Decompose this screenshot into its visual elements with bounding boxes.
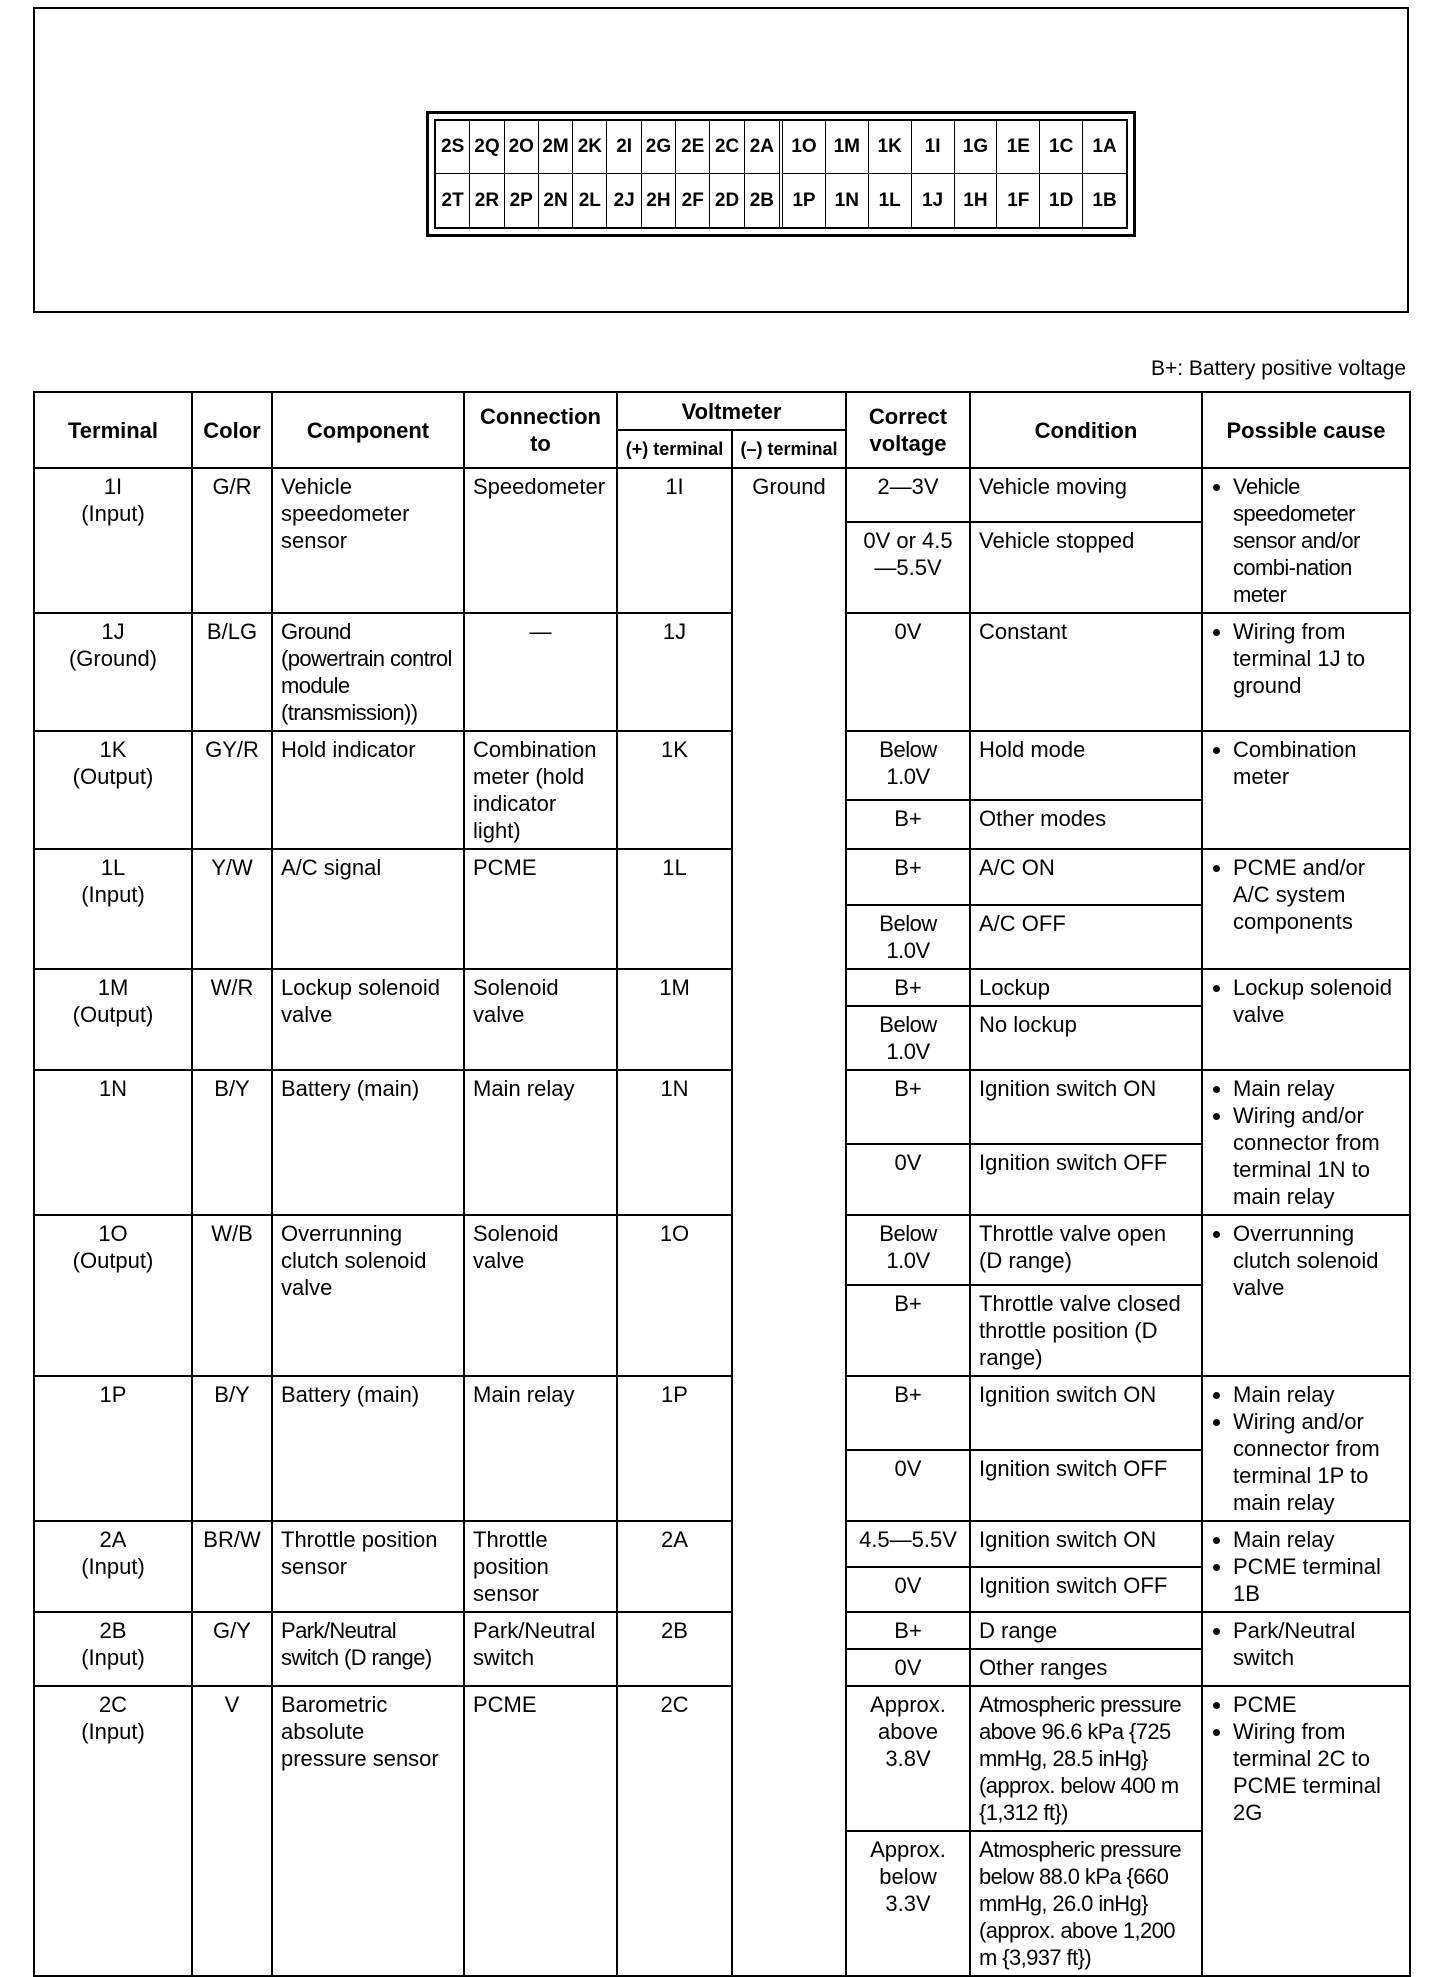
connection-to: Solenoid valve <box>464 1215 617 1376</box>
terminal-cell <box>34 1612 192 1686</box>
connector-pin-2e: 2E <box>676 121 710 174</box>
terminal-cell <box>34 1521 192 1612</box>
correct-voltage: Below 1.0V <box>846 905 970 969</box>
connector-pin-2q: 2Q <box>470 121 504 174</box>
cause-list <box>1211 736 1401 790</box>
wire-color: W/B <box>192 1215 272 1376</box>
component: Vehicle speedometer sensor <box>272 468 464 613</box>
header-condition: Condition <box>970 392 1202 468</box>
cause-list <box>1211 473 1401 608</box>
correct-voltage: 0V <box>846 1144 970 1215</box>
terminal-type: (Output) <box>72 1248 154 1273</box>
condition: Other modes <box>970 800 1202 849</box>
terminal-id: 1M <box>97 975 129 1000</box>
cause-list <box>1211 1220 1401 1301</box>
condition: Atmospheric pressure below 88.0 kPa {660 mmHg, 26.0 inHg} (approx. above 1,200 m {3,937 ft}) <box>970 1831 1202 1976</box>
table-row <box>34 849 1410 905</box>
correct-voltage: B+ <box>846 1285 970 1376</box>
table-row <box>34 1686 1410 1831</box>
cause-item: • Main relay <box>1233 1075 1401 1102</box>
plus-terminal: 1N <box>617 1070 732 1215</box>
correct-voltage: B+ <box>846 1070 970 1144</box>
terminal-type: (Output) <box>72 764 154 789</box>
component: A/C signal <box>272 849 464 969</box>
header-connection: Connection to <box>464 392 617 468</box>
condition: Lockup <box>970 969 1202 1006</box>
pcm-connector <box>426 111 1136 237</box>
connection-to: Combination meter (hold indicator light) <box>464 731 617 849</box>
table-row <box>34 1376 1410 1450</box>
connector-pin-2h: 2H <box>642 174 676 227</box>
connector-pin-2o: 2O <box>505 121 539 174</box>
connector-pin-2t: 2T <box>436 174 470 227</box>
wire-color: V <box>192 1686 272 1976</box>
wire-color: B/Y <box>192 1070 272 1215</box>
connector-pin-1g: 1G <box>955 121 998 174</box>
terminal-cell <box>34 969 192 1070</box>
connection-to: — <box>464 613 617 731</box>
condition: Other ranges <box>970 1649 1202 1686</box>
terminal-type: (Output) <box>72 1002 154 1027</box>
possible-cause <box>1202 1686 1410 1976</box>
wire-color: W/R <box>192 969 272 1070</box>
condition: Ignition switch OFF <box>970 1567 1202 1613</box>
condition: Throttle valve open (D range) <box>970 1215 1202 1285</box>
connector-pin-2a: 2A <box>745 121 779 174</box>
cause-list <box>1211 618 1401 699</box>
correct-voltage: 0V <box>846 1450 970 1521</box>
wire-color: B/Y <box>192 1376 272 1521</box>
cause-item: • Vehicle speedometer sensor and/or combi-nation meter <box>1233 473 1401 608</box>
correct-voltage: 0V or 4.5—5.5V <box>846 522 970 613</box>
condition: A/C ON <box>970 849 1202 905</box>
header-possible-cause: Possible cause <box>1202 392 1410 468</box>
connector-pin-grid <box>434 119 1128 229</box>
connector-pin-1n: 1N <box>826 174 869 227</box>
table-row <box>34 1612 1410 1649</box>
cause-item: • PCME terminal 1B <box>1233 1553 1401 1607</box>
possible-cause <box>1202 468 1410 613</box>
correct-voltage: Below 1.0V <box>846 731 970 800</box>
terminal-id: 1I <box>103 474 123 499</box>
plus-terminal: 1L <box>617 849 732 969</box>
cause-item: • PCME and/or A/C system components <box>1233 854 1401 935</box>
terminal-cell <box>34 849 192 969</box>
plus-terminal: 2B <box>617 1612 732 1686</box>
connector-pin-1e: 1E <box>997 121 1040 174</box>
condition: Ignition switch ON <box>970 1070 1202 1144</box>
condition: Vehicle stopped <box>970 522 1202 613</box>
connection-to: Solenoid valve <box>464 969 617 1070</box>
correct-voltage: 0V <box>846 613 970 731</box>
component: Barometric absolute pressure sensor <box>272 1686 464 1976</box>
connector-diagram-box <box>33 7 1409 313</box>
connection-to: Throttle position sensor <box>464 1521 617 1612</box>
terminal-type: (Input) <box>81 1645 145 1670</box>
condition: Throttle valve closed throttle position (D range) <box>970 1285 1202 1376</box>
connector-pin-2m: 2M <box>539 121 573 174</box>
terminal-voltage-table <box>33 391 1411 1977</box>
wire-color: GY/R <box>192 731 272 849</box>
connector-pin-1l: 1L <box>869 174 912 227</box>
correct-voltage: Approx. below 3.3V <box>846 1831 970 1976</box>
header-plus-terminal: (+) terminal <box>617 430 732 468</box>
condition: No lockup <box>970 1006 1202 1070</box>
cause-item: • Combination meter <box>1233 736 1401 790</box>
component: Park/Neutral switch (D range) <box>272 1612 464 1686</box>
table-row <box>34 969 1410 1006</box>
component: Throttle position sensor <box>272 1521 464 1612</box>
condition: Atmospheric pressure above 96.6 kPa {725 mmHg, 28.5 inHg} (approx. below 400 m {1,312 ft}) <box>970 1686 1202 1831</box>
condition: Ignition switch OFF <box>970 1144 1202 1215</box>
possible-cause <box>1202 1070 1410 1215</box>
connector-pin-2n: 2N <box>539 174 573 227</box>
cause-list <box>1211 1691 1401 1826</box>
connector-pin-2f: 2F <box>676 174 710 227</box>
correct-voltage: 4.5—5.5V <box>846 1521 970 1567</box>
wire-color: BR/W <box>192 1521 272 1612</box>
connector-pin-2s: 2S <box>436 121 470 174</box>
header-correct-voltage: Correct voltage <box>846 392 970 468</box>
condition: Ignition switch OFF <box>970 1450 1202 1521</box>
component: Battery (main) <box>272 1376 464 1521</box>
cause-list <box>1211 1617 1401 1671</box>
battery-voltage-note: B+: Battery positive voltage <box>1150 357 1406 380</box>
possible-cause <box>1202 1215 1410 1376</box>
connector-pin-1k: 1K <box>869 121 912 174</box>
terminal-cell <box>34 1215 192 1376</box>
cause-list <box>1211 1075 1401 1210</box>
correct-voltage: B+ <box>846 849 970 905</box>
connector-pin-1p: 1P <box>783 174 826 227</box>
condition: Hold mode <box>970 731 1202 800</box>
table-row <box>34 1070 1410 1144</box>
correct-voltage: 0V <box>846 1567 970 1613</box>
plus-terminal: 1M <box>617 969 732 1070</box>
terminal-id: 1K <box>99 737 127 762</box>
component: Overrunning clutch solenoid valve <box>272 1215 464 1376</box>
cause-list <box>1211 854 1401 935</box>
cause-item: • Main relay <box>1233 1526 1401 1553</box>
terminal-cell <box>34 731 192 849</box>
cause-item: • Wiring from terminal 2C to PCME terminal 2G <box>1233 1718 1401 1826</box>
table-row <box>34 1215 1410 1285</box>
possible-cause <box>1202 613 1410 731</box>
cause-list <box>1211 974 1401 1028</box>
wire-color: G/Y <box>192 1612 272 1686</box>
connection-to: Speedometer <box>464 468 617 613</box>
cause-list <box>1211 1381 1401 1516</box>
connector-pin-1o: 1O <box>783 121 826 174</box>
plus-terminal: 1K <box>617 731 732 849</box>
connector-pin-2p: 2P <box>505 174 539 227</box>
connector-pin-1a: 1A <box>1083 121 1126 174</box>
wire-color: G/R <box>192 468 272 613</box>
possible-cause <box>1202 849 1410 969</box>
correct-voltage: 0V <box>846 1649 970 1686</box>
component: Ground (powertrain control module (transmission)) <box>272 613 464 731</box>
correct-voltage: 2—3V <box>846 468 970 522</box>
terminal-type: (Input) <box>81 1719 145 1744</box>
header-minus-terminal: (–) terminal <box>732 430 846 468</box>
cause-item: • Main relay <box>1233 1381 1401 1408</box>
terminal-id: 1O <box>98 1221 128 1246</box>
terminal-type: (Input) <box>81 1554 145 1579</box>
terminal-id: 1J <box>101 619 125 644</box>
table-row <box>34 468 1410 522</box>
connector-pin-2j: 2J <box>607 174 641 227</box>
connector-pin-2g: 2G <box>642 121 676 174</box>
terminal-cell <box>34 613 192 731</box>
header-color: Color <box>192 392 272 468</box>
connector-pin-2l: 2L <box>573 174 607 227</box>
connector-pin-1c: 1C <box>1040 121 1083 174</box>
terminal-id: 1L <box>100 855 126 880</box>
header-terminal: Terminal <box>34 392 192 468</box>
connection-to: PCME <box>464 849 617 969</box>
plus-terminal: 1I <box>617 468 732 613</box>
cause-item: • Park/Neutral switch <box>1233 1617 1401 1671</box>
minus-terminal-ground: Ground <box>732 468 846 1976</box>
connection-to: PCME <box>464 1686 617 1976</box>
cause-list <box>1211 1526 1401 1607</box>
component: Lockup solenoid valve <box>272 969 464 1070</box>
terminal-id: 2B <box>99 1618 127 1643</box>
correct-voltage: Approx. above 3.8V <box>846 1686 970 1831</box>
terminal-cell <box>34 468 192 613</box>
cause-item: • Lockup solenoid valve <box>1233 974 1401 1028</box>
possible-cause <box>1202 969 1410 1070</box>
condition: D range <box>970 1612 1202 1649</box>
cause-item: • Wiring from terminal 1J to ground <box>1233 618 1401 699</box>
condition: Vehicle moving <box>970 468 1202 522</box>
correct-voltage: Below 1.0V <box>846 1215 970 1285</box>
connector-pin-1d: 1D <box>1040 174 1083 227</box>
terminal-id: 2A <box>99 1527 127 1552</box>
table-row <box>34 613 1410 731</box>
plus-terminal: 1J <box>617 613 732 731</box>
plus-terminal: 1P <box>617 1376 732 1521</box>
connection-to: Main relay <box>464 1070 617 1215</box>
terminal-id: 1P <box>99 1382 127 1407</box>
correct-voltage: B+ <box>846 969 970 1006</box>
terminal-type: (Ground) <box>68 646 158 671</box>
wire-color: Y/W <box>192 849 272 969</box>
terminal-id: 2C <box>98 1692 128 1717</box>
table-row <box>34 1521 1410 1567</box>
plus-terminal: 2A <box>617 1521 732 1612</box>
condition: Constant <box>970 613 1202 731</box>
component: Battery (main) <box>272 1070 464 1215</box>
connector-pin-1j: 1J <box>912 174 955 227</box>
correct-voltage: B+ <box>846 800 970 849</box>
connector-pin-1h: 1H <box>955 174 998 227</box>
cause-item: • Wiring and/or connector from terminal 1P to main relay <box>1233 1408 1401 1516</box>
header-component: Component <box>272 392 464 468</box>
plus-terminal: 1O <box>617 1215 732 1376</box>
cause-item: • Overrunning clutch solenoid valve <box>1233 1220 1401 1301</box>
connection-to: Park/Neutral switch <box>464 1612 617 1686</box>
plus-terminal: 2C <box>617 1686 732 1976</box>
possible-cause <box>1202 731 1410 849</box>
terminal-cell <box>34 1070 192 1215</box>
terminal-cell <box>34 1686 192 1976</box>
table-body <box>34 468 1410 1976</box>
wire-color: B/LG <box>192 613 272 731</box>
table-row <box>34 731 1410 800</box>
connector-pin-1i: 1I <box>912 121 955 174</box>
connector-pin-1m: 1M <box>826 121 869 174</box>
cause-item: • PCME <box>1233 1691 1401 1718</box>
possible-cause <box>1202 1612 1410 1686</box>
connector-right-half <box>783 121 1126 227</box>
connector-left-half <box>436 121 783 227</box>
terminal-id: 1N <box>98 1076 128 1101</box>
connector-pin-2c: 2C <box>710 121 744 174</box>
condition: A/C OFF <box>970 905 1202 969</box>
correct-voltage: B+ <box>846 1612 970 1649</box>
component: Hold indicator <box>272 731 464 849</box>
connector-pin-2r: 2R <box>470 174 504 227</box>
connector-pin-1b: 1B <box>1092 189 1117 211</box>
condition: Ignition switch ON <box>970 1376 1202 1450</box>
possible-cause <box>1202 1521 1410 1612</box>
cause-item: • Wiring and/or connector from terminal 1N to main relay <box>1233 1102 1401 1210</box>
terminal-type: (Input) <box>81 882 145 907</box>
possible-cause <box>1202 1376 1410 1521</box>
terminal-cell <box>34 1376 192 1521</box>
connector-pin-2k: 2K <box>573 121 607 174</box>
correct-voltage: Below 1.0V <box>846 1006 970 1070</box>
connection-to: Main relay <box>464 1376 617 1521</box>
connector-pin-2d: 2D <box>710 174 744 227</box>
connector-pin-2i: 2I <box>607 121 641 174</box>
connector-pin-2b: 2B <box>749 189 774 211</box>
correct-voltage: B+ <box>846 1376 970 1450</box>
terminal-type: (Input) <box>81 501 145 526</box>
header-voltmeter: Voltmeter <box>617 392 846 430</box>
connector-pin-1f: 1F <box>997 174 1040 227</box>
condition: Ignition switch ON <box>970 1521 1202 1567</box>
